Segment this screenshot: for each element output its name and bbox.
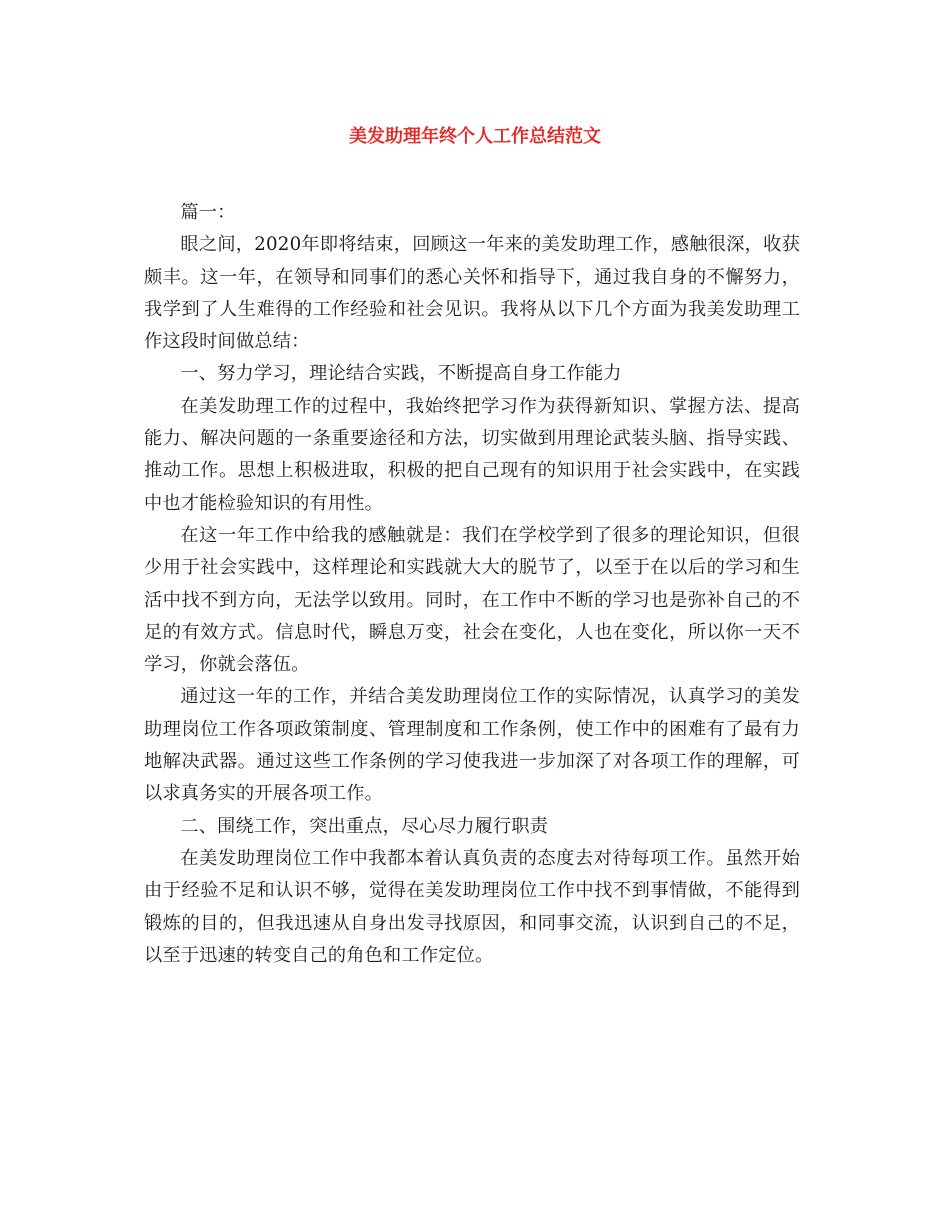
document-body [144,197,800,972]
section-label: 篇一： [180,202,236,223]
section-heading: 二、围绕工作，突出重点，尽心尽力履行职责 [180,815,549,837]
paragraph: 在美发助理岗位工作中我都本着认真负责的态度去对待每项工作。虽然开始由于经验不足和认识不够，觉得在美发助理岗位工作中找不到事情做，不能得到锻炼的目的，但我迅速从自身出发寻找原因，和同事交流，认识到自己的不足，以至于迅速的转变自己的角色和工作定位。 [144,847,800,966]
section-heading: 一、努力学习，理论结合实践，不断提高自身工作能力 [180,363,622,385]
paragraph: 在这一年工作中给我的感触就是：我们在学校学到了很多的理论知识，但很少用于社会实践中，这样理论和实践就大大的脱节了，以至于在以后的学习和生活中找不到方向，无法学以致用。同时，在工作中不断的学习也是弥补自己的不足的有效方式。信息时代，瞬息万变，社会在变化，人也在变化，所以你一天不学习，你就会落伍。 [144,524,800,676]
paragraph: 在美发助理工作的过程中，我始终把学习作为获得新知识、掌握方法、提高能力、解决问题的一条重要途径和方法，切实做到用理论武装头脑、指导实践、推动工作。思想上积极进取，积极的把自己现有的知识用于社会实践中，在实践中也才能检验知识的有用性。 [144,395,800,514]
document-title: 美发助理年终个人工作总结范文 [349,126,601,147]
paragraph: 眼之间，2020年即将结束，回顾这一年来的美发助理工作，感触很深，收获颇丰。这一年，在领导和同事们的悉心关怀和指导下，通过我自身的不懈努力，我学到了人生难得的工作经验和社会见识。我将从以下几个方面为我美发助理工作这段时间做总结： [144,234,800,353]
paragraph: 通过这一年的工作，并结合美发助理岗位工作的实际情况，认真学习的美发助理岗位工作各项政策制度、管理制度和工作条例，使工作中的困难有了最有力地解决武器。通过这些工作条例的学习使我进一步加深了对各项工作的理解，可以求真务实的开展各项工作。 [144,686,800,805]
